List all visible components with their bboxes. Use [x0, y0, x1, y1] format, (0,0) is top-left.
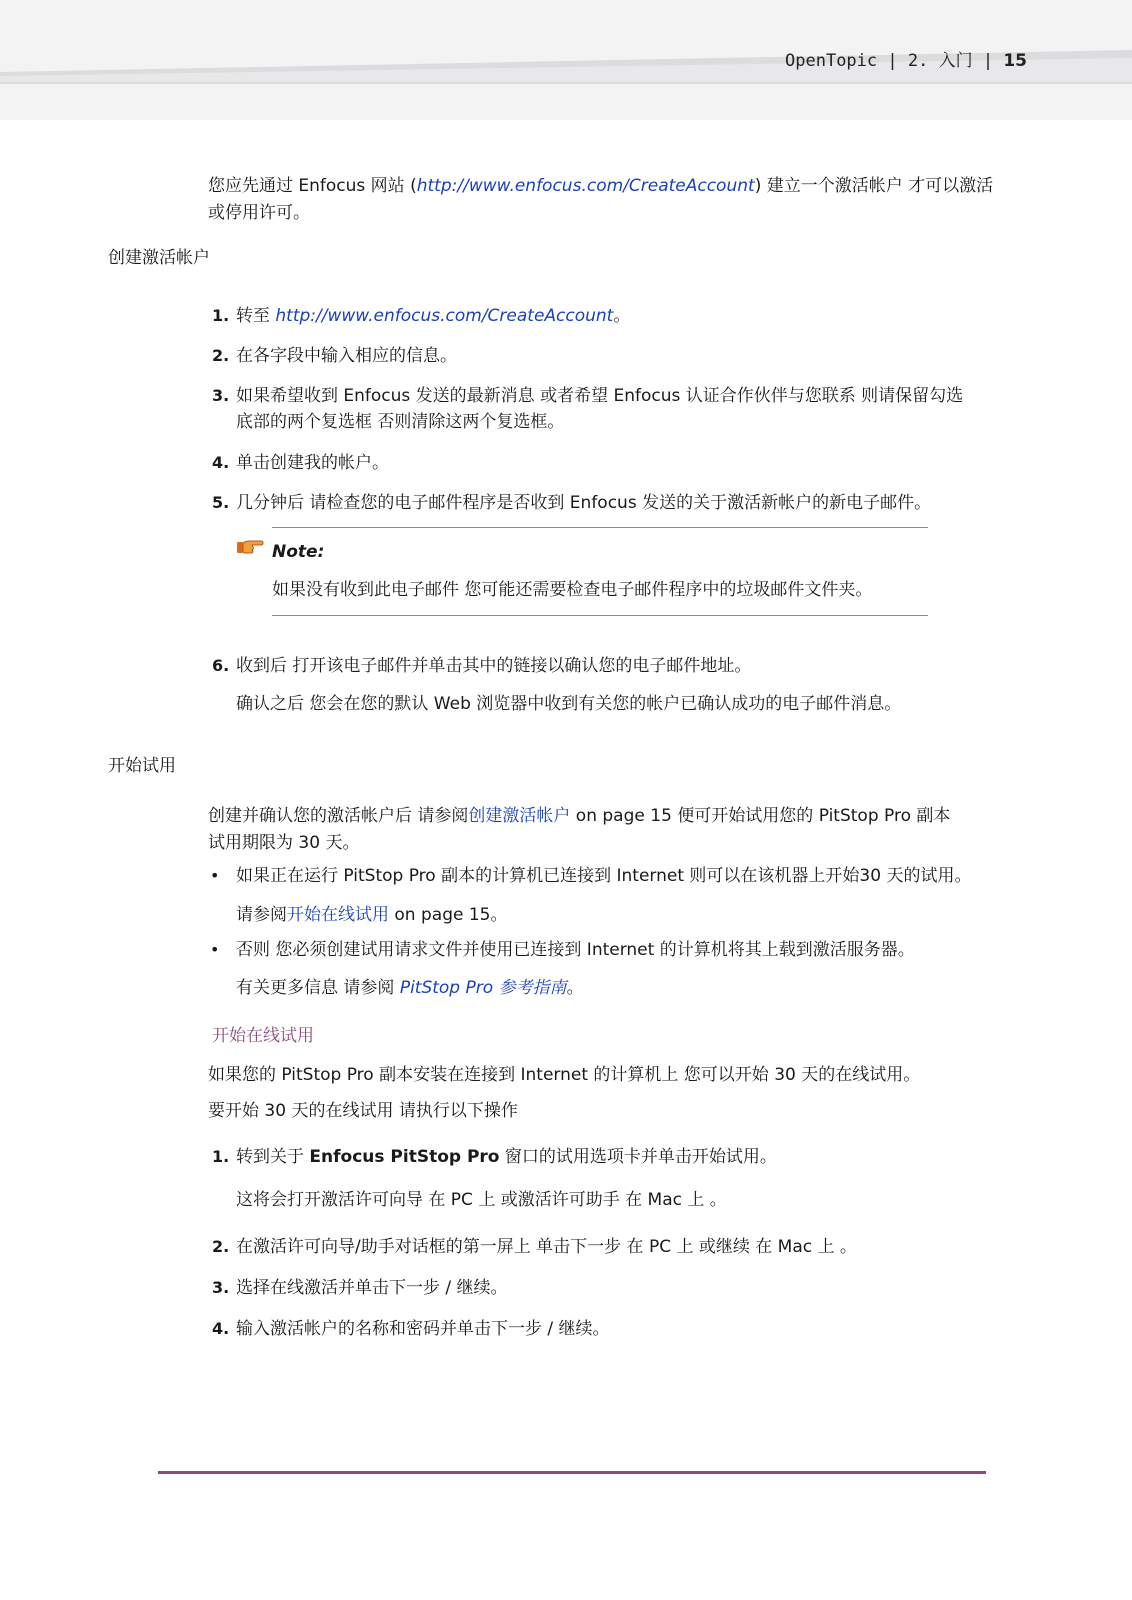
note-title: Note:	[272, 542, 325, 562]
doc-title: OpenTopic	[785, 51, 878, 71]
running-head: OpenTopic | 2. 入门 | 15	[785, 51, 1027, 71]
intro-line-2: 或停用许可。	[208, 203, 310, 223]
section-heading-start-trial: 开始试用	[108, 756, 176, 776]
trial-step-4-text: 输入激活帐户的名称和密码并单击下一步 / 继续。	[236, 1319, 610, 1339]
pointing-hand-icon	[236, 537, 264, 557]
bullet-icon: •	[210, 940, 220, 959]
step-1-text: 转至 http://www.enfocus.com/CreateAccount。	[236, 306, 631, 326]
step-4-text: 单击创建我的帐户。	[236, 453, 389, 473]
bullet-1-text: 如果正在运行 PitStop Pro 副本的计算机已连接到 Internet 则可以在该机器上开始30 天的试用。	[236, 866, 972, 886]
step-number: 5.	[212, 493, 230, 512]
step-6-followup: 确认之后 您会在您的默认 Web 浏览器中收到有关您的帐户已确认成功的电子邮件消息。	[236, 694, 902, 714]
page-number: 15	[1003, 51, 1027, 71]
step-number: 4.	[212, 453, 230, 472]
step-6-text: 收到后 打开该电子邮件并单击其中的链接以确认您的电子邮件地址。	[236, 656, 752, 676]
step-number: 6.	[212, 656, 230, 675]
trial-para-line-1: 创建并确认您的激活帐户后 请参阅创建激活帐户 on page 15 便可开始试用您的 PitStop Pro 副本	[208, 806, 951, 826]
trial-step-3-text: 选择在线激活并单击下一步 / 继续。	[236, 1278, 508, 1298]
online-trial-para-2: 要开始 30 天的在线试用 请执行以下操作	[208, 1101, 518, 1121]
step-number: 4.	[212, 1319, 230, 1338]
intro-line-1: 您应先通过 Enfocus 网站 (http://www.enfocus.com/CreateAccount) 建立一个激活帐户 才可以激活	[208, 176, 994, 196]
subsection-heading-online-trial: 开始在线试用	[212, 1026, 314, 1046]
trial-step-1-followup: 这将会打开激活许可向导 在 PC 上 或激活许可助手 在 Mac 上 。	[236, 1190, 727, 1210]
create-account-xref-link[interactable]: 创建激活帐户	[468, 806, 571, 826]
step-2-text: 在各字段中输入相应的信息。	[236, 346, 457, 366]
trial-step-1-text: 转到关于 Enfocus PitStop Pro 窗口的试用选项卡并单击开始试用。	[236, 1147, 777, 1167]
reference-guide-link[interactable]: PitStop Pro 参考指南	[399, 978, 567, 998]
note-text: 如果没有收到此电子邮件 您可能还需要检查电子邮件程序中的垃圾邮件文件夹。	[272, 580, 873, 600]
step-3-text: 如果希望收到 Enfocus 发送的最新消息 或者希望 Enfocus 认证合作伙伴与您联系 则请保留勾选	[236, 386, 964, 406]
step-1-link[interactable]: http://www.enfocus.com/CreateAccount	[275, 306, 614, 326]
online-trial-para-1: 如果您的 PitStop Pro 副本安装在连接到 Internet 的计算机上 您可以开始 30 天的在线试用。	[208, 1065, 921, 1085]
note-top-rule	[272, 527, 928, 528]
step-number: 2.	[212, 346, 230, 365]
step-number: 3.	[212, 1278, 230, 1297]
bullet-1-subtext: 请参阅开始在线试用 on page 15。	[236, 905, 508, 925]
online-trial-xref-link[interactable]: 开始在线试用	[287, 905, 389, 925]
step-3-text-line-2: 底部的两个复选框 否则清除这两个复选框。	[236, 412, 565, 432]
note-bottom-rule	[272, 615, 928, 616]
bullet-2-text: 否则 您必须创建试用请求文件并使用已连接到 Internet 的计算机将其上载到激活服务器。	[236, 940, 915, 960]
step-number: 3.	[212, 386, 230, 405]
section-heading-create-account: 创建激活帐户	[108, 248, 210, 268]
trial-para-line-2: 试用期限为 30 天。	[208, 833, 360, 853]
bullet-icon: •	[210, 866, 220, 885]
footer-rule	[158, 1471, 986, 1474]
chapter-title: 2. 入门	[907, 51, 973, 71]
step-number: 2.	[212, 1237, 230, 1256]
trial-step-2-text: 在激活许可向导/助手对话框的第一屏上 单击下一步 在 PC 上 或继续 在 Mac 上 。	[236, 1237, 857, 1257]
create-account-link[interactable]: http://www.enfocus.com/CreateAccount	[416, 176, 755, 196]
step-number: 1.	[212, 306, 230, 325]
step-number: 1.	[212, 1147, 230, 1166]
bullet-2-subtext: 有关更多信息 请参阅 PitStop Pro 参考指南。	[236, 978, 584, 998]
step-5-text: 几分钟后 请检查您的电子邮件程序是否收到 Enfocus 发送的关于激活新帐户的新电子邮件。	[236, 493, 932, 513]
